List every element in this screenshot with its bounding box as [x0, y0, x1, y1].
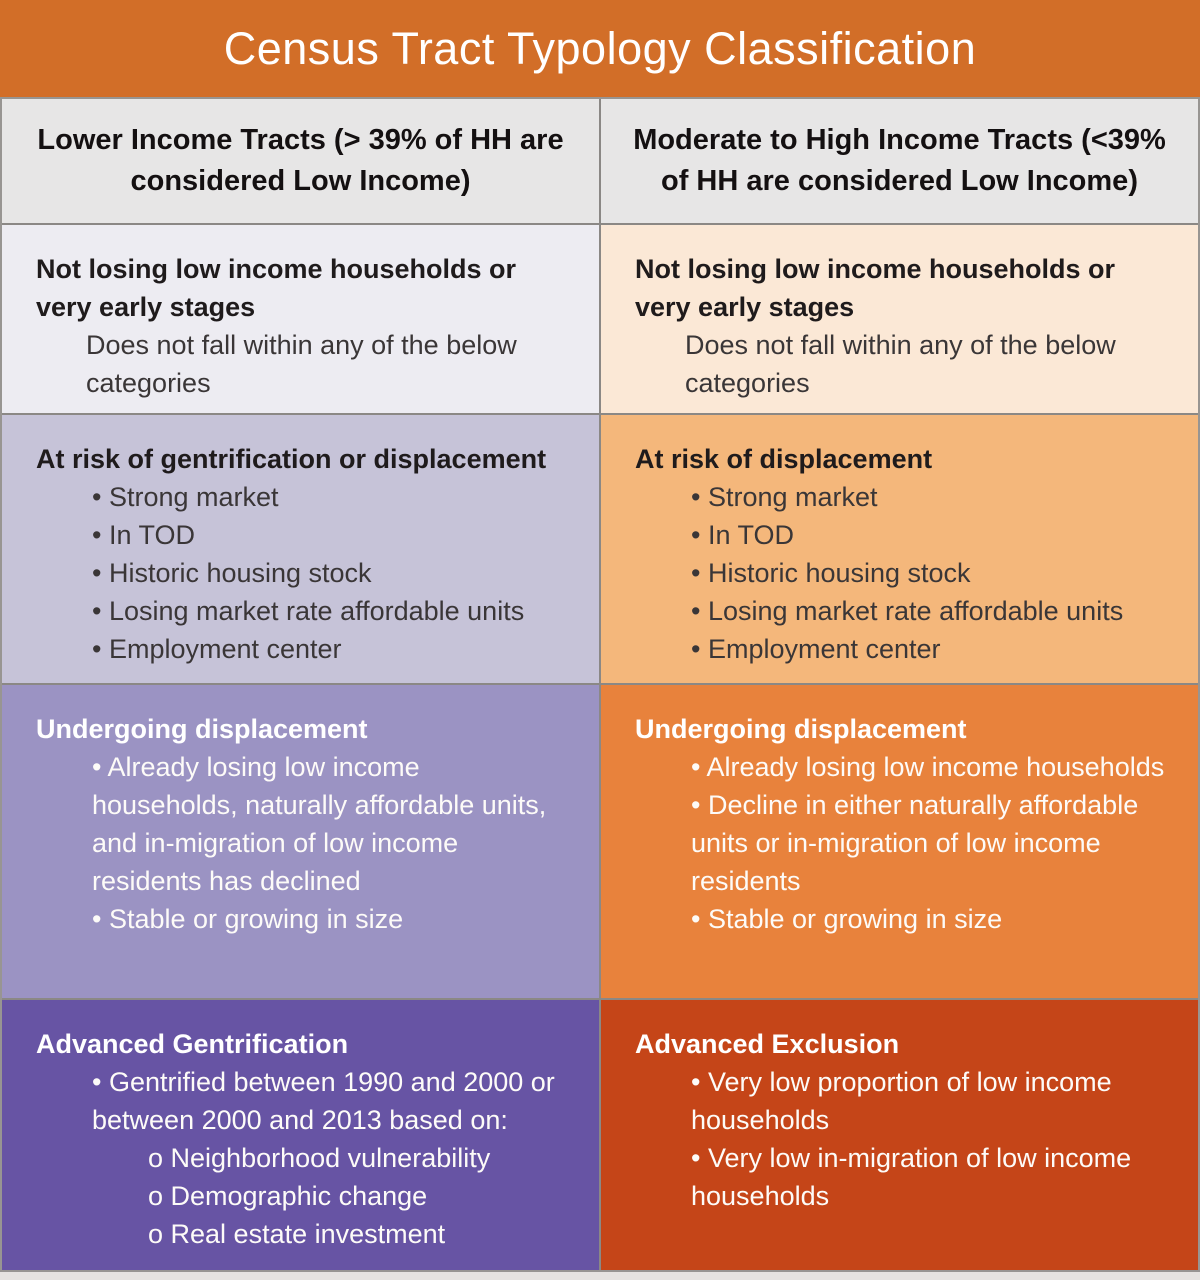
bullet-item: • Historic housing stock	[92, 558, 372, 588]
sub-bullet-item: o Real estate investment	[148, 1219, 446, 1249]
column-header-moderate-high-income: Moderate to High Income Tracts (<39% of HH are considered Low Income)	[601, 99, 1198, 223]
cell-heading: Undergoing displacement	[36, 714, 368, 744]
bullet-item: • Very low proportion of low income households	[691, 1067, 1112, 1135]
bullet-list	[36, 478, 571, 668]
cell-lower-undergoing-displacement	[2, 685, 599, 998]
column-header-lower-income: Lower Income Tracts (> 39% of HH are considered Low Income)	[2, 99, 599, 223]
sub-bullet-item: o Demographic change	[148, 1181, 428, 1211]
bullet-item: • Strong market	[691, 482, 878, 512]
cell-heading: Advanced Gentrification	[36, 1029, 349, 1059]
cell-heading: Not losing low income households or very early stages	[36, 254, 517, 322]
typology-table	[0, 97, 1200, 1272]
bullet-item: • Already losing low income households, naturally affordable units, and in-migration of low income residents has declined	[92, 752, 547, 896]
cell-lower-not-losing	[2, 225, 599, 413]
bullet-item: • Employment center	[691, 634, 941, 664]
cell-modhigh-not-losing	[601, 225, 1198, 413]
bullet-item: • Very low in-migration of low income households	[691, 1143, 1132, 1211]
sub-bullet-item: o Neighborhood vulnerability	[148, 1143, 491, 1173]
cell-heading: Undergoing displacement	[635, 714, 967, 744]
cell-note: Does not fall within any of the below categories	[685, 330, 1116, 398]
cell-modhigh-at-risk	[601, 415, 1198, 683]
bullet-item: • Employment center	[92, 634, 342, 664]
bullet-list	[635, 1063, 1170, 1215]
cell-lower-at-risk	[2, 415, 599, 683]
bullet-item: • Gentrified between 1990 and 2000 or between 2000 and 2013 based on:	[92, 1067, 555, 1135]
bullet-list	[36, 748, 571, 938]
cell-modhigh-undergoing-displacement	[601, 685, 1198, 998]
cell-note: Does not fall within any of the below categories	[86, 330, 517, 398]
cell-heading: Advanced Exclusion	[635, 1029, 900, 1059]
bullet-item: • Strong market	[92, 482, 279, 512]
cell-heading: Not losing low income households or very early stages	[635, 254, 1116, 322]
bullet-item: • Already losing low income households	[691, 752, 1165, 782]
bullet-item: • Decline in either naturally affordable units or in-migration of low income residents	[691, 790, 1139, 896]
bullet-item: • Stable or growing in size	[691, 904, 1003, 934]
cell-heading: At risk of gentrification or displacement	[36, 444, 547, 474]
bullet-item: • In TOD	[691, 520, 794, 550]
bullet-item: • Historic housing stock	[691, 558, 971, 588]
bullet-item: • Losing market rate affordable units	[92, 596, 525, 626]
bullet-item: • Losing market rate affordable units	[691, 596, 1124, 626]
bullet-item: • In TOD	[92, 520, 195, 550]
page-title: Census Tract Typology Classification	[0, 0, 1200, 97]
bullet-item: • Stable or growing in size	[92, 904, 404, 934]
bullet-list	[635, 748, 1170, 938]
cell-lower-advanced-gentrification	[2, 1000, 599, 1270]
cell-modhigh-advanced-exclusion	[601, 1000, 1198, 1270]
bullet-list	[635, 478, 1170, 668]
bottom-margin-strip	[0, 1272, 1200, 1280]
bullet-list	[36, 1063, 571, 1253]
cell-heading: At risk of displacement	[635, 444, 933, 474]
